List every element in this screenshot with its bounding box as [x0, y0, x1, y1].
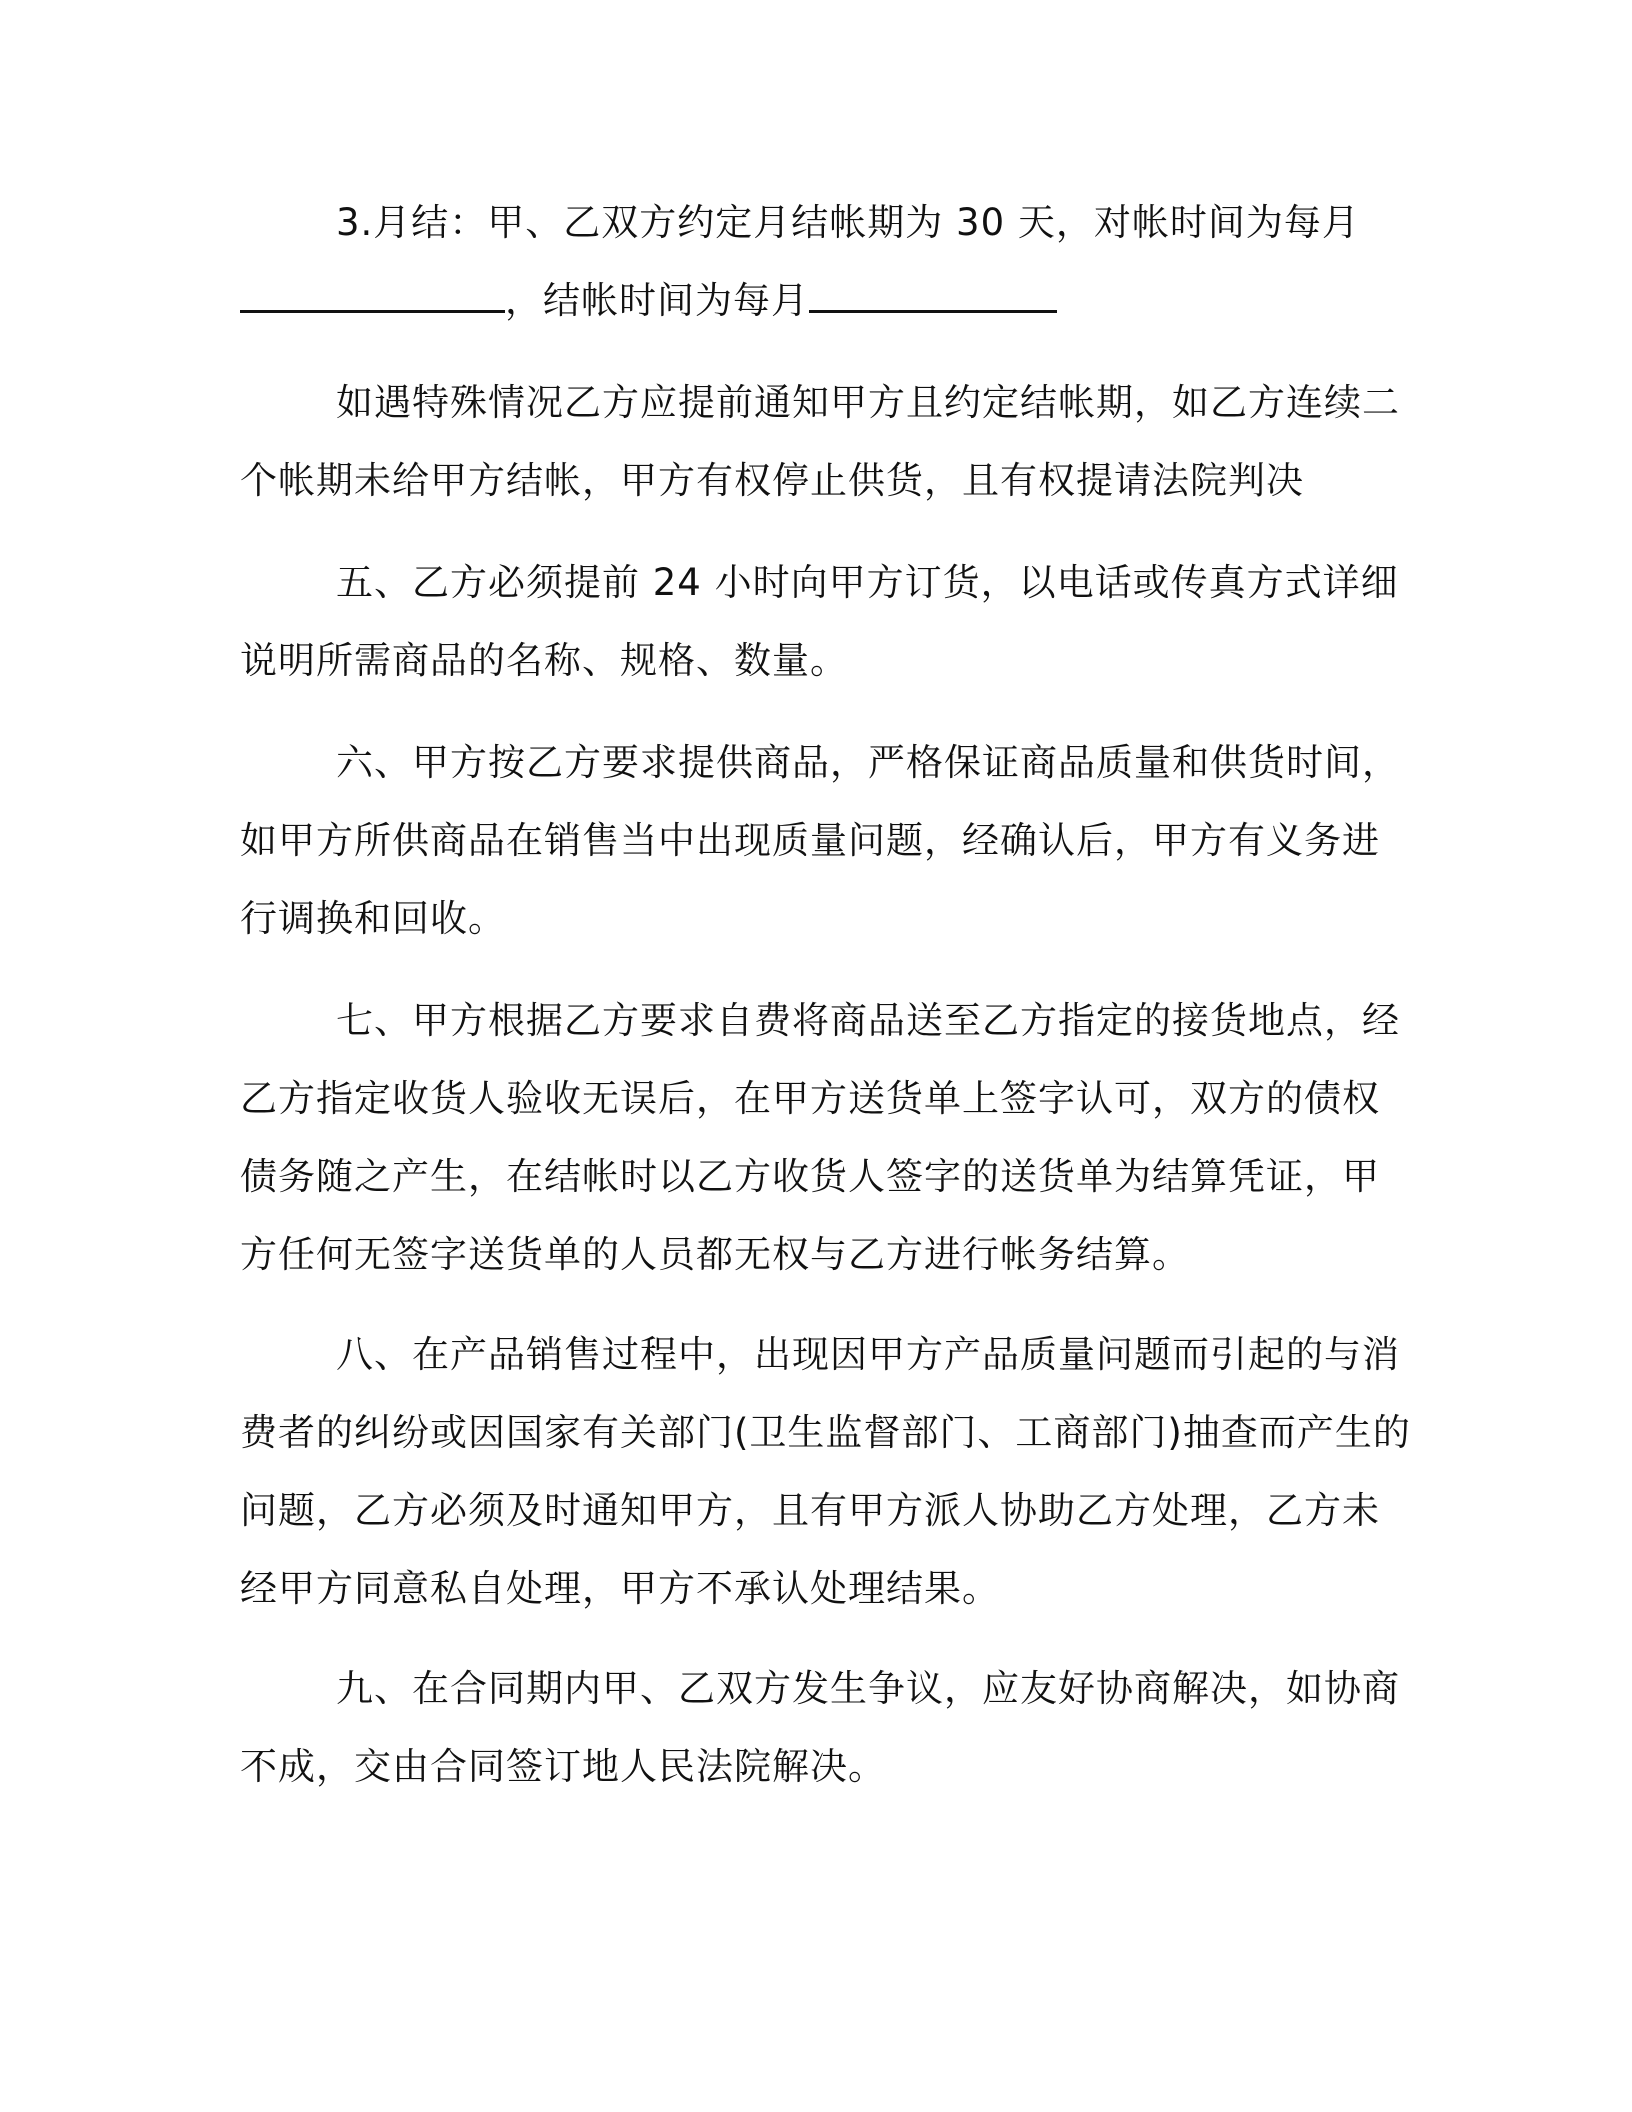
settlement-line-2-text: ，结帐时间为每月	[505, 279, 809, 322]
clause-nine-line-2: 不成，交由合同签订地人民法院解决。	[240, 1745, 886, 1788]
settlement-line-2	[240, 262, 1380, 340]
clause-six	[240, 724, 1400, 958]
clause-six-line-2: 如甲方所供商品在销售当中出现质量问题，经确认后，甲方有义务进	[240, 819, 1380, 862]
clause-eight-line-3: 问题，乙方必须及时通知甲方，且有甲方派人协助乙方处理，乙方未	[240, 1489, 1380, 1532]
clause-seven-line-4: 方任何无签字送货单的人员都无权与乙方进行帐务结算。	[240, 1233, 1190, 1276]
clause-five	[240, 544, 1399, 700]
clause-seven	[240, 982, 1400, 1294]
special-case-line-2: 个帐期未给甲方结帐，甲方有权停止供货，且有权提请法院判决	[240, 459, 1304, 502]
clause-special-case	[240, 364, 1400, 520]
clause-eight-line-2: 费者的纠纷或因国家有关部门(卫生监督部门、工商部门)抽查而产生的	[240, 1411, 1411, 1454]
reconciliation-date-blank	[240, 308, 505, 313]
clause-six-line-1: 六、甲方按乙方要求提供商品，严格保证商品质量和供货时间，	[336, 741, 1400, 784]
clause-six-line-3: 行调换和回收。	[240, 897, 506, 940]
clause-eight-line-1: 八、在产品销售过程中，出现因甲方产品质量问题而引起的与消	[336, 1333, 1400, 1376]
clause-nine	[240, 1650, 1400, 1806]
clause-seven-line-3: 债务随之产生，在结帐时以乙方收货人签字的送货单为结算凭证，甲	[240, 1155, 1380, 1198]
settlement-date-blank	[809, 308, 1057, 313]
clause-five-line-2: 说明所需商品的名称、规格、数量。	[240, 639, 848, 682]
clause-eight-line-4: 经甲方同意私自处理，甲方不承认处理结果。	[240, 1567, 1000, 1610]
clause-monthly-settlement	[240, 184, 1380, 340]
clause-five-line-1: 五、乙方必须提前 24 小时向甲方订货，以电话或传真方式详细	[336, 561, 1399, 604]
clause-seven-line-2: 乙方指定收货人验收无误后，在甲方送货单上签字认可，双方的债权	[240, 1077, 1380, 1120]
clause-eight	[240, 1316, 1411, 1628]
clause-seven-line-1: 七、甲方根据乙方要求自费将商品送至乙方指定的接货地点，经	[336, 999, 1400, 1042]
clause-nine-line-1: 九、在合同期内甲、乙双方发生争议，应友好协商解决，如协商	[336, 1667, 1400, 1710]
settlement-line-1: 3.月结：甲、乙双方约定月结帐期为 30 天，对帐时间为每月	[336, 201, 1360, 244]
special-case-line-1: 如遇特殊情况乙方应提前通知甲方且约定结帐期，如乙方连续二	[336, 381, 1400, 424]
